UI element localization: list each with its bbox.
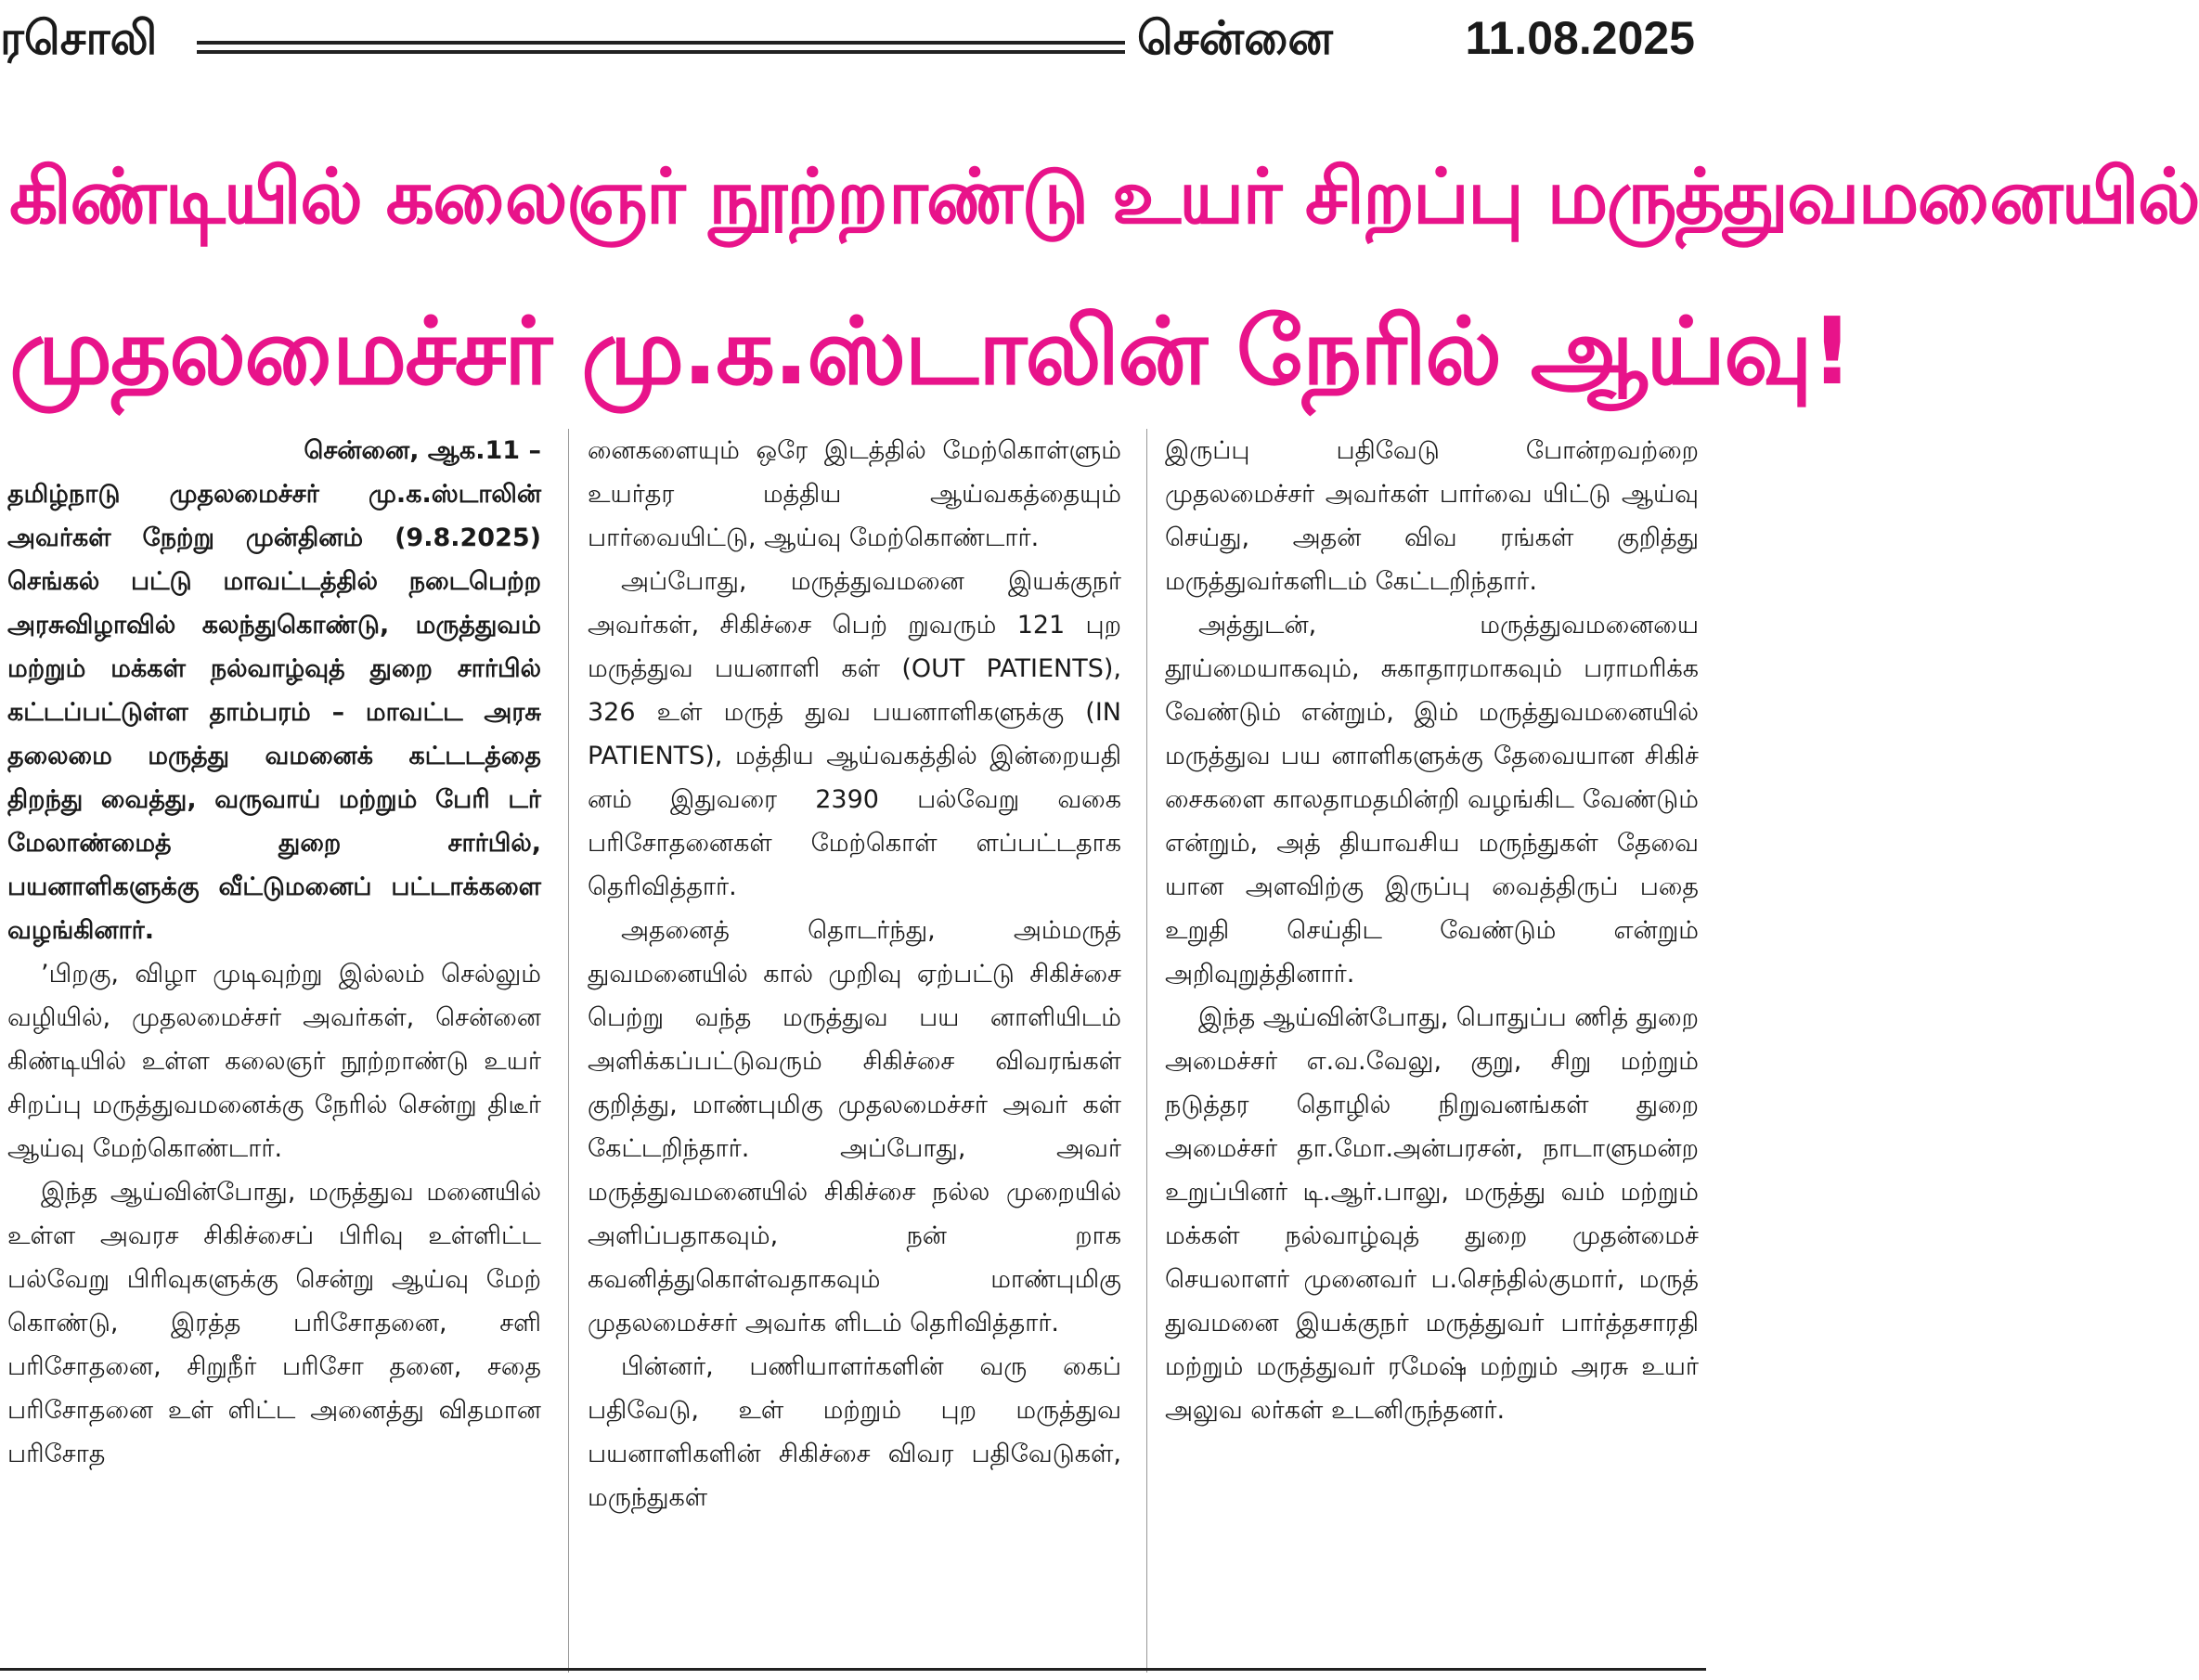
lead-paragraph [7,429,541,952]
article-column-2 [588,429,1121,1673]
column-divider [568,429,569,1673]
bottom-rule [0,1668,1706,1671]
paragraph: அத்துடன், மருத்துவமனையை தூய்மையாகவும், சுகாதாரமாகவும் பராமரிக்க வேண்டும் என்றும், இம் மருத்துவமனையில் மருத்துவ பய னாளிகளுக்கு தேவையான சிகிச் சைகளை காலதாமதமின்றி வழங்கிட வேண்டும் என்றும், அத் தியாவசிய மருந்துகள் தேவை யான அளவிற்கு இருப்பு வைத்திருப் பதை உறுதி செய்திட வேண்டும் என்றும் அறிவுறுத்தினார். [1165,611,1699,989]
paragraph: ’பிறகு, விழா முடிவுற்று இல்லம் செல்லும் வழியில், முதலமைச்சர் அவர்கள், சென்னை கிண்டியில் உள்ள கலைஞர் நூற்றாண்டு உயர் சிறப்பு மருத்துவமனைக்கு நேரில் சென்று திடீர் ஆய்வு மேற்கொண்டார். [7,960,541,1163]
paragraph: இருப்பு பதிவேடு போன்றவற்றை முதலமைச்சர் அவர்கள் பார்வை யிட்டு ஆய்வு செய்து, அதன் விவ ரங்கள் குறித்து மருத்துவர்களிடம் கேட்டறிந்தார். [1165,436,1699,596]
edition-date: 11.08.2025 [1465,12,1695,64]
paragraph: இந்த ஆய்வின்போது, மருத்துவ மனையில் உள்ள அவரச சிகிச்சைப் பிரிவு உள்ளிட்ட பல்வேறு பிரிவுகளுக்கு சென்று ஆய்வு மேற் கொண்டு, இரத்த பரிசோதனை, சளி பரிசோதனை, சிறுநீர் பரிசோ தனை, சதை பரிசோதனை உள் ளிட்ட அனைத்து விதமான பரிசோத [7,1178,541,1468]
lead-text: தமிழ்நாடு முதலமைச்சர் மு.க.ஸ்டாலின் அவர்கள் நேற்று முன்தினம் (9.8.2025) செங்கல் பட்டு மாவட்டத்தில் நடைபெற்ற அரசுவிழாவில் கலந்துகொண்டு, மருத்துவம் மற்றும் மக்கள் நல்வாழ்வுத் துறை சார்பில் கட்டப்பட்டுள்ள தாம்பரம் – மாவட்ட அரசு தலைமை மருத்து வமனைக் கட்டடத்தை திறந்து வைத்து, வருவாய் மற்றும் பேரி டர் மேலாண்மைத் துறை சார்பில், பயனாளிகளுக்கு வீட்டுமனைப் பட்டாக்களை வழங்கினார். [7,480,541,945]
article-body [7,429,1699,1673]
article-column-3 [1165,429,1699,1673]
masthead [0,0,1706,89]
paragraph: அப்போது, மருத்துவமனை இயக்குநர் அவர்கள், சிகிச்சை பெற் றுவரும் 121 புற மருத்துவ பயனாளி கள் (OUT PATIENTS), 326 உள் மருத் துவ பயனாளிகளுக்கு (IN PATIENTS), மத்திய ஆய்வகத்தில் இன்றையதி னம் இதுவரை 2390 பல்வேறு வகை பரிசோதனைகள் மேற்கொள் ளப்பட்டதாக தெரிவித்தார். [588,567,1121,901]
article-column-1 [7,429,541,1673]
paragraph: அதனைத் தொடர்ந்து, அம்மருத் துவமனையில் கால் முறிவு ஏற்பட்டு சிகிச்சை பெற்று வந்த மருத்துவ பய னாளியிடம் அளிக்கப்பட்டுவரும் சிகிச்சை விவரங்கள் குறித்து, மாண்புமிகு முதலமைச்சர் அவர் கள் கேட்டறிந்தார். அப்போது, அவர் மருத்துவமனையில் சிகிச்சை நல்ல முறையில் அளிப்பதாகவும், நன் றாக கவனித்துகொள்வதாகவும் மாண்புமிகு முதலமைச்சர் அவர்க ளிடம் தெரிவித்தார். [588,916,1121,1338]
dateline: சென்னை, ஆக.11 – [304,436,541,465]
headline-line-2: முதலமைச்சர் மு.க.ஸ்டாலின் நேரில் ஆய்வு! [9,297,1852,406]
paragraph: பின்னர், பணியாளர்களின் வரு கைப் பதிவேடு, உள் மற்றும் புற மருத்துவ பயனாளிகளின் சிகிச்சை விவர பதிவேடுகள், மருந்துகள் [588,1352,1121,1512]
paragraph: னைகளையும் ஒரே இடத்தில் மேற்கொள்ளும் உயர்தர மத்திய ஆய்வகத்தையும் பார்வையிட்டு, ஆய்வு மேற்கொண்டார். [588,436,1121,552]
masthead-rule [197,41,1125,54]
column-divider [1146,429,1147,1673]
newspaper-name: ரசொலி [0,11,158,65]
edition-city: சென்னை [1137,11,1333,65]
headline-line-1: கிண்டியில் கலைஞர் நூற்றாண்டு உயர் சிறப்பு மருத்துவமனையில் [9,153,2199,241]
paragraph: இந்த ஆய்வின்போது, பொதுப்ப ணித் துறை அமைச்சர் எ.வ.வேலு, குறு, சிறு மற்றும் நடுத்தர தொழில் நிறுவனங்கள் துறை அமைச்சர் தா.மோ.அன்பரசன், நாடாளுமன்ற உறுப்பினர் டி.ஆர்.பாலு, மருத்து வம் மற்றும் மக்கள் நல்வாழ்வுத் துறை முதன்மைச் செயலாளர் முனைவர் ப.செந்தில்குமார், மருத் துவமனை இயக்குநர் மருத்துவர் பார்த்தசாரதி மற்றும் மருத்துவர் ரமேஷ் மற்றும் அரசு உயர் அலுவ லர்கள் உடனிருந்தனர். [1165,1003,1699,1425]
